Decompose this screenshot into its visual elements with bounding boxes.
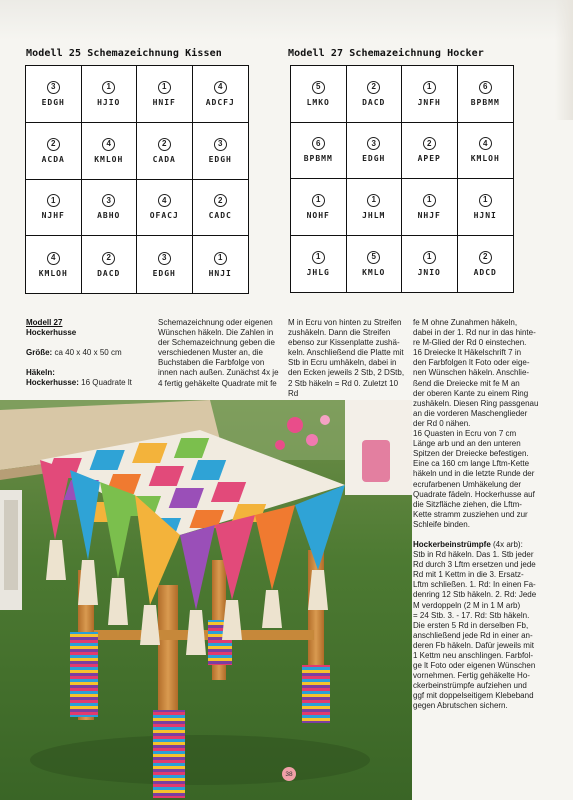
color-sequence: HJIO bbox=[97, 97, 121, 107]
legwarmer-instructions bbox=[413, 550, 551, 712]
tassel-instructions bbox=[413, 318, 551, 530]
grid-cell bbox=[458, 123, 514, 180]
text-line: M in Ecru von hinten zu Streifen bbox=[288, 318, 402, 327]
grid-cell bbox=[193, 66, 249, 123]
grid-cell bbox=[402, 123, 458, 180]
pattern-number: 4 bbox=[47, 252, 60, 265]
legwarmer-heading-line bbox=[413, 540, 551, 550]
text-line: Quadrate fädeln. Hockerhusse auf bbox=[413, 489, 535, 499]
text-line: Eine ca 160 cm lange Lftm-Kette bbox=[413, 459, 530, 469]
item-heading: Hockerhusse bbox=[26, 328, 77, 338]
pattern-number: 5 bbox=[312, 81, 325, 94]
grid-title-kissen: Modell 25 Schemazeichnung Kissen bbox=[26, 48, 222, 59]
grid-cell bbox=[347, 66, 403, 123]
color-sequence: KMLOH bbox=[38, 268, 68, 278]
text-line: Kette stramm zusziehen und zur bbox=[413, 509, 528, 519]
pattern-number: 6 bbox=[479, 81, 492, 94]
pattern-number: 2 bbox=[47, 138, 60, 151]
text-line: die Sitzfläche ziehen, die Lftm- bbox=[413, 499, 522, 509]
text-line: fe M ohne Zunahmen häkeln, bbox=[413, 318, 518, 327]
pattern-number: 3 bbox=[102, 194, 115, 207]
text-line: denring 12 Stb häkeln. 2. Rd: Jede bbox=[413, 590, 537, 600]
pattern-number: 1 bbox=[214, 252, 227, 265]
pattern-number: 3 bbox=[367, 137, 380, 150]
grid-cell bbox=[26, 236, 82, 293]
pattern-number: 6 bbox=[312, 137, 325, 150]
grid-cell bbox=[82, 123, 138, 180]
grid-cell bbox=[347, 123, 403, 180]
text-line: den Farbfolgen lt Foto oder eige- bbox=[413, 358, 530, 368]
grid-cell bbox=[291, 179, 347, 236]
pattern-number: 2 bbox=[367, 81, 380, 94]
pattern-number: 4 bbox=[214, 81, 227, 94]
text-line: zushäkeln. Diesen Ring passgenau bbox=[413, 398, 539, 408]
pattern-number: 1 bbox=[423, 81, 436, 94]
color-sequence: CADA bbox=[152, 154, 176, 164]
text-line: = 24 Stb. 3. - 17. Rd: Stb häkeln. bbox=[413, 610, 530, 620]
hockerhusse-line bbox=[26, 378, 151, 388]
text-line: Rd durch 3 Lftm ersetzen und jede bbox=[413, 560, 536, 570]
grid-cell bbox=[26, 123, 82, 180]
grid-cell bbox=[347, 179, 403, 236]
pattern-number: 5 bbox=[367, 251, 380, 264]
text-line: Spitzen der Dreiecke befestigen. bbox=[413, 449, 529, 459]
grid-cell bbox=[137, 66, 193, 123]
text-line: innen nach außen. Zunächst 4x je bbox=[158, 368, 279, 378]
size-value: ca 40 x 40 x 50 cm bbox=[54, 348, 122, 358]
pattern-number: 3 bbox=[214, 138, 227, 151]
text-line: ge lt Foto oder eigenen Wünschen bbox=[413, 661, 536, 671]
instructions-column-4 bbox=[413, 318, 551, 712]
text-line: Stb in Ecru umhäkeln, dabei in bbox=[288, 358, 397, 368]
model-heading: Modell 27 bbox=[26, 318, 63, 327]
text-line: keln. Anschließend die Platte mit bbox=[288, 348, 404, 358]
pattern-number: 3 bbox=[47, 81, 60, 94]
text-line: 16 Quasten in Ecru von 7 cm bbox=[413, 429, 517, 439]
text-line: dabei in der 1. Rd nur in das hinte- bbox=[413, 328, 536, 338]
page-top-background bbox=[0, 0, 573, 40]
text-line: der Schemazeichnung geben die bbox=[158, 338, 275, 348]
instructions-column-2 bbox=[158, 318, 280, 389]
pink-candle bbox=[362, 440, 390, 482]
text-line: deren Fb häkeln. Dafür jeweils mit bbox=[413, 640, 534, 650]
text-line: re M-Glied der Rd 0 einstechen. bbox=[413, 338, 527, 348]
grid-cell bbox=[402, 66, 458, 123]
color-sequence: DACD bbox=[97, 268, 121, 278]
text-line: 4 fertig gehäkelte Quadrate mit fe bbox=[158, 378, 277, 388]
color-sequence: ABHO bbox=[97, 211, 121, 221]
color-sequence: NOHF bbox=[306, 210, 330, 220]
size-label: Größe: bbox=[26, 348, 53, 358]
text-line: ggf mit doppelseitigem Klebeband bbox=[413, 691, 534, 701]
instructions-column-1 bbox=[26, 318, 151, 388]
pattern-number: 2 bbox=[423, 137, 436, 150]
stool-photo bbox=[0, 400, 412, 800]
color-sequence: CADC bbox=[208, 211, 232, 221]
text-line: M verdoppeln (2 M in 1 M arb) bbox=[413, 600, 521, 610]
color-sequence: NHJF bbox=[417, 210, 441, 220]
text-line: 16 Dreiecke lt Häkelschrift 7 in bbox=[413, 348, 522, 358]
pattern-number: 1 bbox=[158, 81, 171, 94]
flower bbox=[287, 417, 303, 433]
schema-grid-hocker bbox=[290, 65, 514, 293]
color-sequence: BPBMM bbox=[303, 154, 333, 164]
legwarmer-heading-note: (4x arb): bbox=[490, 539, 523, 549]
hockerhusse-value: 16 Quadrate lt bbox=[81, 378, 132, 388]
text-line: Schemazeichnung oder eigenen bbox=[158, 318, 273, 327]
size-line bbox=[26, 348, 151, 358]
grid-cell bbox=[458, 179, 514, 236]
color-sequence: EDGH bbox=[152, 268, 176, 278]
pattern-number: 4 bbox=[102, 138, 115, 151]
text-line: Schleife binden. bbox=[413, 519, 470, 529]
pattern-number: 4 bbox=[479, 137, 492, 150]
color-sequence: NJHF bbox=[41, 211, 65, 221]
grid-cell bbox=[291, 66, 347, 123]
color-sequence: KMLOH bbox=[94, 154, 124, 164]
text-line: Stb in Rd häkeln. Das 1. Stb jeder bbox=[413, 550, 534, 560]
color-sequence: HNJI bbox=[208, 268, 232, 278]
text-line: ecrufarbenen Umhäkelung der bbox=[413, 479, 522, 489]
grid-cell bbox=[26, 66, 82, 123]
text-line: ßend die Dreiecke mit fe M an bbox=[413, 378, 520, 388]
stool-photo-illustration bbox=[0, 400, 412, 800]
text-line: 2 Stb häkeln = Rd 0. Zuletzt 10 Rd bbox=[288, 378, 399, 398]
grid-cell bbox=[82, 180, 138, 237]
pattern-number: 4 bbox=[158, 194, 171, 207]
pattern-number: 2 bbox=[102, 252, 115, 265]
text-line: nen Wünschen häkeln. Anschlie- bbox=[413, 368, 530, 378]
grid-cell bbox=[347, 236, 403, 293]
pattern-number: 1 bbox=[423, 194, 436, 207]
pattern-number: 1 bbox=[312, 251, 325, 264]
color-sequence: JHLG bbox=[306, 267, 330, 277]
text-line: ckerbeinstrümpfe aufziehen und bbox=[413, 681, 527, 691]
hakeln-heading: Häkeln: bbox=[26, 368, 55, 378]
grid-title-hocker: Modell 27 Schemazeichnung Hocker bbox=[288, 48, 484, 59]
grid-cell bbox=[402, 179, 458, 236]
legwarmer-heading: Hockerbeinstrümpfe bbox=[413, 539, 491, 549]
grid-cell bbox=[137, 123, 193, 180]
grid-cell bbox=[291, 236, 347, 293]
color-sequence: EDGH bbox=[41, 97, 65, 107]
pattern-number: 3 bbox=[158, 252, 171, 265]
text-line: anschließend jede Rd in einer an- bbox=[413, 630, 533, 640]
grid-cell bbox=[137, 236, 193, 293]
color-sequence: EDGH bbox=[208, 154, 232, 164]
color-sequence: JNFH bbox=[417, 97, 441, 107]
color-sequence: EDGH bbox=[362, 154, 386, 164]
leg-warmer bbox=[70, 632, 98, 717]
pattern-number: 1 bbox=[367, 194, 380, 207]
text-line: Länge arb und an den unteren bbox=[413, 439, 521, 449]
text-line: der Rd 0 nähen. bbox=[413, 418, 471, 428]
page-number: 38 bbox=[282, 767, 296, 781]
grid-cell bbox=[137, 180, 193, 237]
color-sequence: LMKO bbox=[306, 97, 330, 107]
text-line: vornehmen. Fertig gehäkelte Ho- bbox=[413, 671, 530, 681]
grid-cell bbox=[193, 236, 249, 293]
pattern-number: 1 bbox=[423, 251, 436, 264]
color-sequence: HNIF bbox=[152, 97, 176, 107]
pattern-number: 1 bbox=[47, 194, 60, 207]
color-sequence: KMLO bbox=[362, 267, 386, 277]
color-sequence: ACDA bbox=[41, 154, 65, 164]
page-edge-shadow bbox=[555, 0, 573, 120]
text-line: Rd mit 1 Kettm in die 3. Ersatz- bbox=[413, 570, 524, 580]
text-line: Buchstaben die Farbfolge von bbox=[158, 358, 265, 368]
color-sequence: ADCFJ bbox=[205, 97, 235, 107]
grid-cell bbox=[26, 180, 82, 237]
text-line: der oberen Kante zu einem Ring bbox=[413, 388, 529, 398]
text-line: an die vorderen Maschenglieder bbox=[413, 408, 528, 418]
hockerhusse-label: Hockerhusse: bbox=[26, 378, 79, 388]
pattern-number: 1 bbox=[479, 194, 492, 207]
text-line: ebenso zur Kissenplatte zushä- bbox=[288, 338, 400, 348]
grid-cell bbox=[193, 180, 249, 237]
pattern-number: 1 bbox=[312, 194, 325, 207]
text-line: verschiedenen Muster an, die bbox=[158, 348, 263, 358]
grid-cell bbox=[402, 236, 458, 293]
pattern-number: 2 bbox=[158, 138, 171, 151]
schema-grid-kissen bbox=[25, 65, 249, 294]
text-line: Die ersten 5 Rd in derselben Fb, bbox=[413, 620, 529, 630]
color-sequence: JNIO bbox=[417, 267, 441, 277]
grid-cell bbox=[82, 236, 138, 293]
grid-cell bbox=[193, 123, 249, 180]
grid-cell bbox=[82, 66, 138, 123]
color-sequence: HJNI bbox=[473, 210, 497, 220]
text-line: 1 Kettm neu anschlingen. Farbfol- bbox=[413, 651, 534, 660]
pattern-number: 2 bbox=[479, 251, 492, 264]
grid-cell bbox=[291, 123, 347, 180]
color-sequence: ADCD bbox=[473, 267, 497, 277]
color-sequence: KMLOH bbox=[470, 154, 500, 164]
grid-cell bbox=[458, 236, 514, 293]
color-sequence: OFACJ bbox=[149, 211, 179, 221]
text-line: häkeln und in die letzte Runde der bbox=[413, 469, 535, 479]
text-line: zushäkeln. Dann die Streifen bbox=[288, 328, 391, 338]
text-line: Lftm schließen. 1. Rd: In einen Fa- bbox=[413, 580, 536, 590]
text-line: Wünschen häkeln. Die Zahlen in bbox=[158, 328, 274, 338]
color-sequence: JHLM bbox=[362, 210, 386, 220]
text-line: gegen Abrutschen sichern. bbox=[413, 701, 508, 711]
grid-cell bbox=[458, 66, 514, 123]
color-sequence: BPBMM bbox=[470, 97, 500, 107]
color-sequence: APEP bbox=[417, 154, 441, 164]
color-sequence: DACD bbox=[362, 97, 386, 107]
pattern-number: 1 bbox=[102, 81, 115, 94]
pattern-number: 2 bbox=[214, 194, 227, 207]
text-line: den Ecken jeweils 2 Stb, 2 DStb, bbox=[288, 368, 405, 378]
instructions-column-3 bbox=[288, 318, 406, 399]
